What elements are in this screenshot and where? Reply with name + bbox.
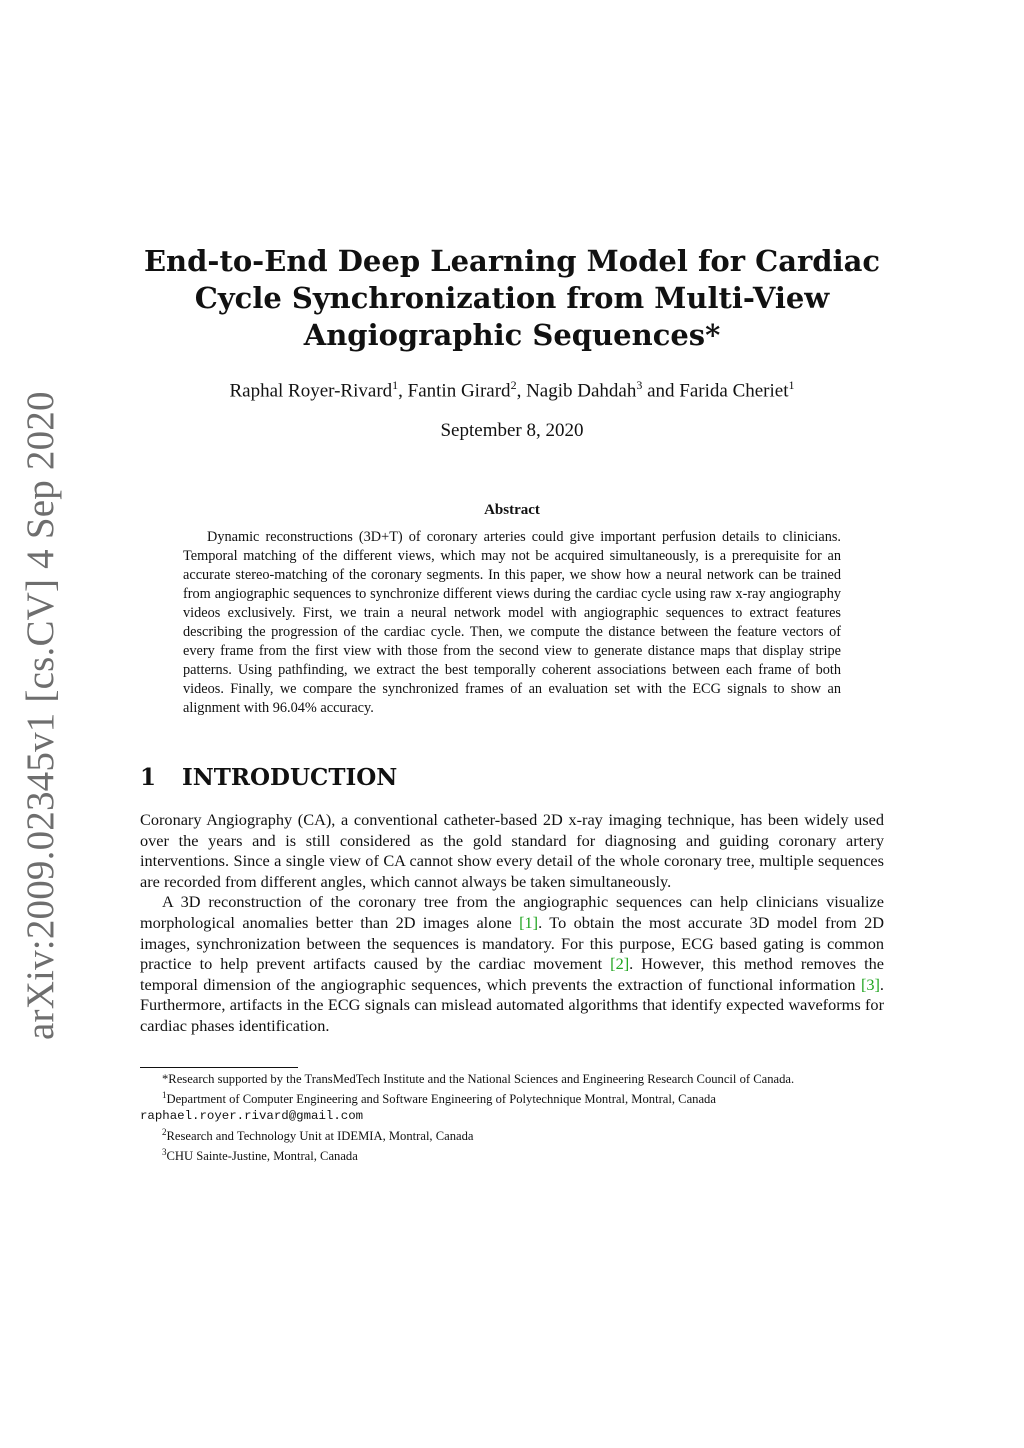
footnote-affiliation (140, 1124, 884, 1144)
title-line: End-to-End Deep Learning Model for Cardiac (143, 244, 881, 278)
paragraph-text: . Furthermore, artifacts in the ECG signals can mislead automated algorithms that identify expected waveforms for cardiac phases identification. (140, 974, 884, 1035)
author-name: Farida Cheriet (679, 380, 789, 402)
paragraph-text: A 3D reconstruction of the coronary tree from the angiographic sequences can help clinicians visualize morphological anomalies better than 2D images alone (140, 892, 884, 932)
section-heading (140, 764, 884, 791)
footnote-text: Department of Computer Engineering and Software Engineering of Polytechnique Montral, Montral, Canada (166, 1092, 716, 1107)
footnote-mark: 2 (162, 1127, 167, 1138)
author-name: Nagib Dahdah (526, 380, 637, 402)
arxiv-identifier-stamp: arXiv:2009.02345v1 [cs.CV] 4 Sep 2020 (19, 391, 62, 1040)
introduction-body (140, 810, 884, 1037)
paragraph: Coronary Angiography (CA), a conventional catheter-based 2D x-ray imaging technique, has been widely used over the years and is still considered as the gold standard for diagnosing and guiding coronary artery interventions. Since a single view of CA cannot show every detail of the whole coronary tree, multiple sequences are recorded from different angles, which cannot always be taken simultaneously. (140, 810, 884, 891)
footnote-divider (140, 1067, 298, 1068)
citation-link[interactable]: [2] (610, 954, 630, 974)
footnote-text: CHU Sainte-Justine, Montral, Canada (166, 1149, 358, 1164)
citation-link[interactable]: [1] (519, 912, 539, 932)
author-separator: , (398, 380, 408, 402)
footnote-text: Research and Technology Unit at IDEMIA, Montral, Canada (166, 1129, 474, 1144)
title-line: Angiographic Sequences* (303, 318, 721, 352)
footnote-mark: 3 (162, 1147, 167, 1158)
author-affiliation-mark: 2 (510, 378, 517, 392)
author-separator: , (516, 380, 527, 402)
citation-link[interactable]: [3] (860, 974, 880, 994)
author-affiliation-mark: 3 (636, 378, 643, 392)
title-line: Cycle Synchronization from Multi-View (194, 281, 830, 315)
footnote-funding: *Research supported by the TransMedTech Institute and the National Sciences and Engineering Research Council of Canada. (162, 1072, 795, 1086)
publication-date: September 8, 2020 (440, 420, 584, 441)
author-email[interactable]: raphael.royer.rivard@gmail.com (140, 1109, 364, 1124)
abstract-heading: Abstract (484, 502, 540, 518)
paragraph-text: . To obtain the most accurate 3D model from 2D images, synchronization between the sequences is mandatory. For this purpose, ECG based gating is common practice to help prevent artifacts caused by the cardiac movement (140, 912, 884, 974)
footnotes (140, 1071, 884, 1165)
footnote-mark: 1 (162, 1090, 167, 1100)
paper-title (140, 243, 884, 354)
author-list (140, 378, 884, 402)
section-title: INTRODUCTION (182, 764, 398, 791)
section-number: 1 (140, 764, 157, 791)
author-name: Raphal Royer-Rivard (229, 380, 393, 402)
author-affiliation-mark: 1 (392, 378, 399, 392)
paragraph-text: . However, this method removes the temporal dimension of the angiographic sequences, which prevents the extraction of functional information (140, 954, 884, 994)
author-name: Fantin Girard (407, 380, 511, 402)
author-separator: and (642, 380, 680, 402)
paragraph (140, 892, 884, 1036)
abstract-body: Dynamic reconstructions (3D+T) of coronary arteries could give important perfusion details to clinicians. Temporal matching of the different views, which may not be acquired simultaneously, is a prerequisite for an accurate stereo-matching of the coronary segments. In this paper, we show how a neural network can be trained from angiographic sequences to synchronize different views during the cardiac cycle using raw x-ray angiography videos exclusively. First, we train a neural network model with angiographic sequences to extract features describing the progression of the cardiac cycle. Then, we compute the distance between the feature vectors of every frame from the first view with those from the second view to generate distance maps that display stripe patterns. Using pathfinding, we extract the best temporally coherent associations between each frame of both videos. Finally, we compare the synchronized frames of an evaluation set with the ECG signals to show an alignment with 96.04% accuracy. (183, 529, 841, 716)
author-affiliation-mark: 1 (788, 378, 795, 392)
footnote-affiliation (140, 1144, 884, 1164)
footnote-affiliation (140, 1087, 884, 1124)
